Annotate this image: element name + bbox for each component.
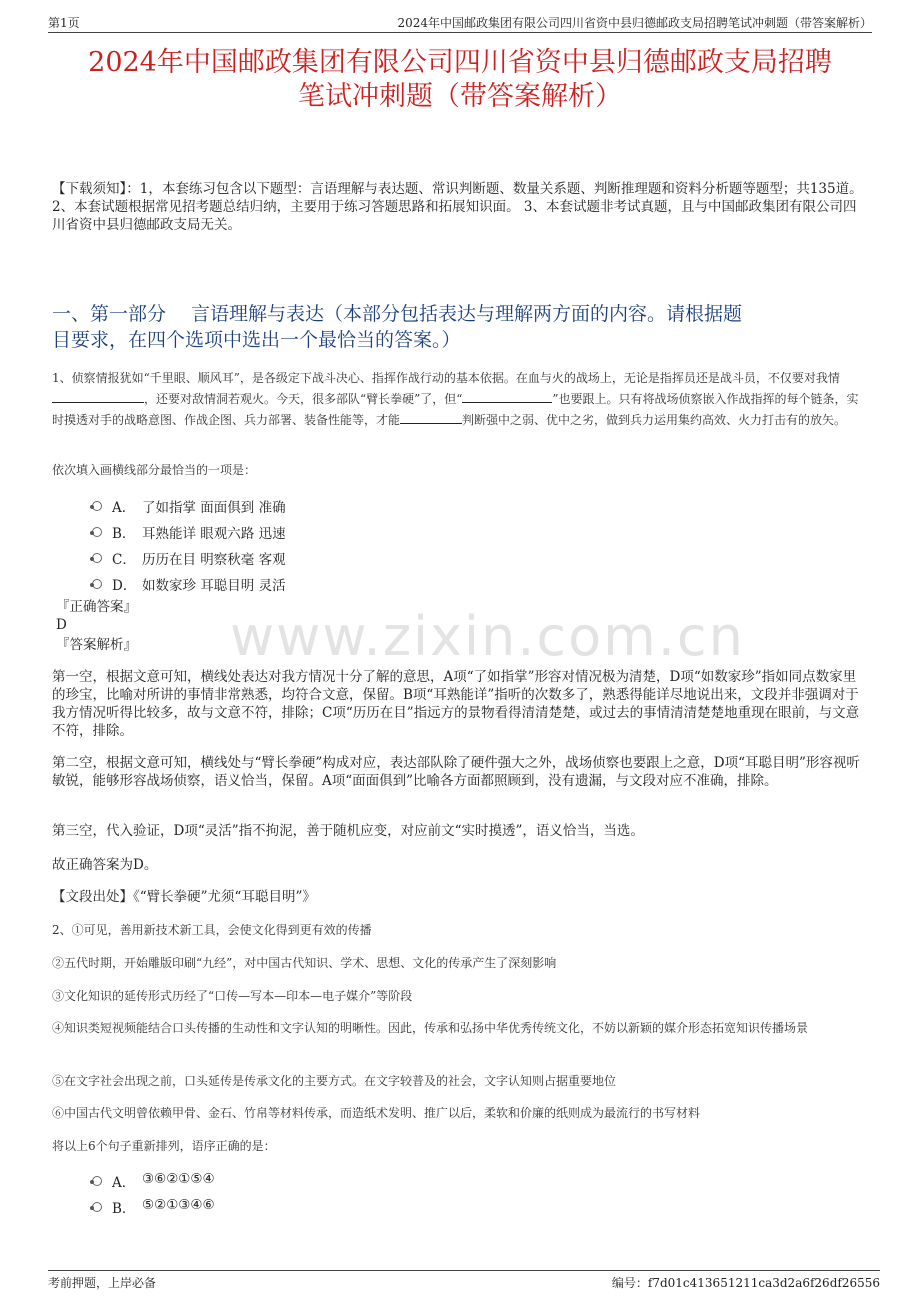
option-letter: A．	[112, 1175, 136, 1191]
sentence-2: ②五代时期，开始雕版印刷“九经”，对中国古代知识、学术、思想、文化的传承产生了深刻影响	[52, 956, 557, 970]
radio-icon[interactable]	[92, 579, 102, 589]
sentence-6: ⑥中国古代文明曾依赖甲骨、金石、竹帛等材料传承，而造纸术发明、推广以后，柔软和价廉的纸则成为最流行的书写材料	[52, 1106, 701, 1120]
option-letter: B．	[112, 1201, 136, 1217]
sentence-3: ③文化知识的延传形式历经了“口传—写本—印本—电子媒介”等阶段	[52, 989, 413, 1003]
option-letter: D．	[112, 578, 137, 594]
document-id: 编号：f7d01c413651211ca3d2a6f26df26556	[611, 1276, 880, 1290]
radio-icon[interactable]	[92, 1202, 102, 1212]
answer-label: 『正确答案』	[56, 599, 137, 615]
stem-part-4: 判断强中之弱、优中之劣，做到兵力运用集约高效、火力打击有的放矢。	[462, 413, 847, 427]
option-text: 了如指掌 面面俱到 准确	[142, 500, 286, 516]
question-1-prompt: 依次填入画横线部分最恰当的一项是：	[52, 463, 257, 477]
section-heading	[52, 301, 868, 353]
analysis-paragraph-1: 第一空，根据文意可知，横线处表达对我方情况十分了解的意思，A项“了如指掌”形容对情况极为清楚，D项“如数家珍”指如同点数家里的珍宝，比喻对所讲的事情非常熟悉，均符合文意，保留。B项“耳熟能详”指听的次数多了，熟悉得能详尽地说出来，文段并非强调对于我方情况听得比较多，故与文意不符，排除；C项“历历在目”指远方的景物看得清清楚楚，或过去的事情清清楚楚地重现在眼前，与文意不符，排除。	[52, 669, 860, 739]
footer-slogan: 考前押题，上岸必备	[48, 1276, 157, 1290]
stem-part-1: 1、侦察情报犹如“千里眼、顺风耳”，是各级定下战斗决心、指挥作战行动的基本依据。在血与火的战场上，无论是指挥员还是战斗员，不仅要对我情	[52, 371, 840, 385]
radio-icon[interactable]	[92, 527, 102, 537]
stem-part-3: ”也要跟上。只有将战场侦察嵌入作战指挥的每个链条，实时摸透对手的战略意图、作战企图、兵力部署、装备性能等，才能	[52, 392, 859, 427]
header-title: 2024年中国邮政集团有限公司四川省资中县归德邮政支局招聘笔试冲刺题（带答案解析）	[397, 16, 872, 30]
title-line-2: 笔试冲刺题（带答案解析）	[298, 81, 622, 112]
radio-icon[interactable]	[92, 1176, 102, 1186]
sentence-1: 2、①可见，善用新技术新工具，会使文化得到更有效的传播	[52, 923, 372, 937]
option-text: ⑤②①③④⑥	[142, 1197, 215, 1213]
option-letter: C．	[112, 552, 136, 568]
option-letter: A．	[112, 500, 136, 516]
option-text: 耳熟能详 眼观六路 迅速	[142, 526, 286, 542]
source-citation: 【文段出处】《“臂长拳硬”尤须“耳聪目明”》	[52, 889, 316, 905]
document-title	[40, 46, 880, 114]
answer-value: D	[56, 617, 67, 633]
fill-blank-3	[400, 410, 462, 424]
sentence-4: ④知识类短视频能结合口头传播的生动性和文字认知的明晰性。因此，传承和弘扬中华优秀传统文化，不妨以新颖的媒介形态拓宽知识传播场景	[52, 1021, 809, 1035]
section-heading-line-2: 目要求，在四个选项中选出一个最恰当的答案。）	[52, 329, 461, 351]
page-footer	[48, 1270, 880, 1289]
page-header	[48, 14, 872, 33]
radio-icon[interactable]	[92, 553, 102, 563]
option-letter: B．	[112, 526, 136, 542]
fill-blank-1	[52, 389, 144, 403]
analysis-paragraph-2: 第二空，根据文意可知，横线处与“臂长拳硬”构成对应，表达部队除了硬件强大之外，战场侦察也要跟上之意，D项“耳聪目明”形容视听敏锐，能够形容战场侦察，语义恰当，保留。A项“面面俱到”比喻各方面都照顾到，没有遗漏，与文段对应不准确，排除。	[52, 755, 860, 789]
option-text: ③⑥②①⑤④	[142, 1171, 215, 1187]
section-heading-line-1: 一、第一部分 言语理解与表达（本部分包括表达与理解两方面的内容。请根据题	[52, 303, 743, 325]
page-number: 第1页	[48, 16, 80, 30]
analysis-conclusion: 故正确答案为D。	[52, 857, 158, 873]
download-notice: 【下载须知】：1，本套练习包含以下题型：言语理解与表达题、常识判断题、数量关系题、判断推理题和资料分析题等题型；共135道。 2、本套试题根据常见招考题总结归纳，主要用于练习答题思路和拓展知识面。 3、本套试题非考试真题，且与中国邮政集团有限公司四川省资中县归德邮政支局无关。	[52, 181, 863, 233]
stem-part-2: ，还要对敌情洞若观火。今天，很多部队“臂长拳硬”了，但“	[144, 392, 463, 406]
watermark: www.zixin.com.cn	[230, 605, 745, 668]
analysis-paragraph-3: 第三空，代入验证，D项“灵活”指不拘泥，善于随机应变，对应前文“实时摸透”，语义恰当，当选。	[52, 823, 644, 839]
option-text: 如数家珍 耳聪目明 灵活	[142, 578, 286, 594]
sentence-5: ⑤在文字社会出现之前，口头延传是传承文化的主要方式。在文字较普及的社会，文字认知则占据重要地位	[52, 1074, 617, 1088]
option-text: 历历在目 明察秋毫 客观	[142, 552, 286, 568]
question-2-prompt: 将以上6个句子重新排列，语序正确的是：	[52, 1139, 276, 1153]
title-line-1: 2024年中国邮政集团有限公司四川省资中县归德邮政支局招聘	[88, 47, 832, 78]
radio-icon[interactable]	[92, 501, 102, 511]
fill-blank-2	[462, 389, 552, 403]
analysis-label: 『答案解析』	[56, 637, 137, 653]
question-1-stem	[52, 368, 868, 431]
